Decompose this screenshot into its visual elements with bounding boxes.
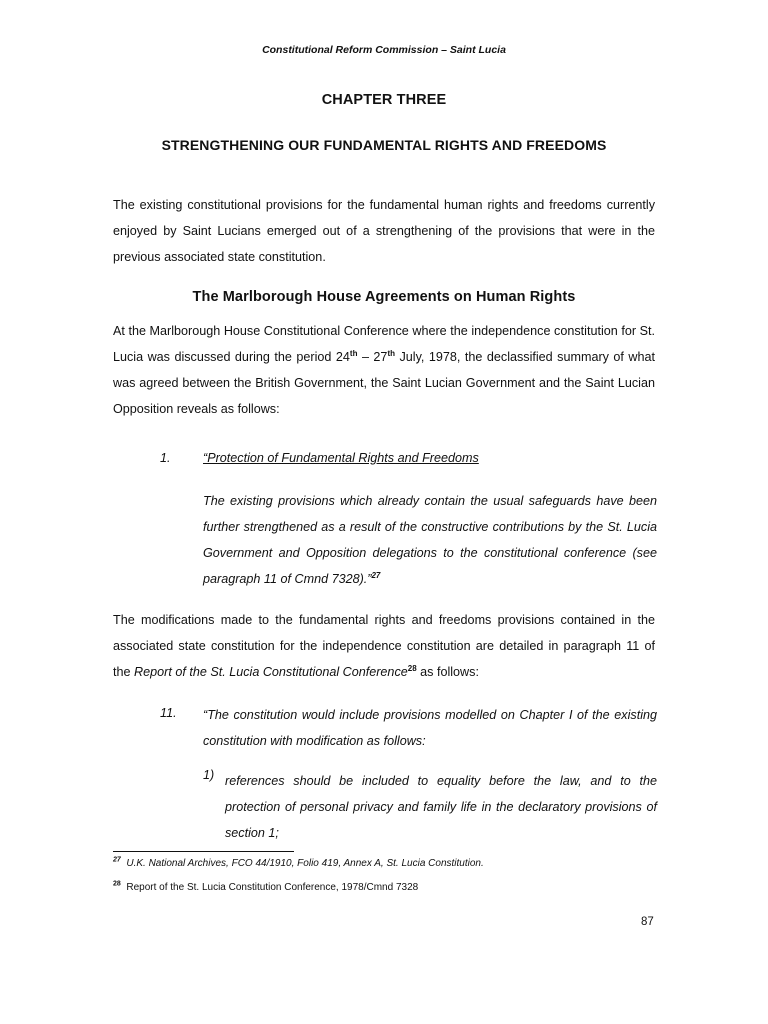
- footnote: [113, 881, 418, 895]
- block-quote: [203, 488, 657, 592]
- item-number: 1.: [160, 451, 171, 465]
- sub-item-number: 1): [203, 768, 215, 782]
- block-quote: “The constitution would include provisions modelled on Chapter I of the existing constitution with modification as follows:: [203, 708, 657, 748]
- conference-paragraph: [113, 318, 655, 422]
- modifications-text-b: as follows:: [416, 665, 479, 679]
- footnote-ref: 27: [371, 570, 381, 580]
- intro-paragraph: The existing constitutional provisions for the fundamental human rights and freedoms currently enjoyed by Saint Lucians emerged out of a strengthening of the provisions that were in the previous associated state constitution.: [113, 198, 655, 264]
- footnote-divider: [113, 851, 294, 852]
- conference-text-b: – 27: [357, 350, 388, 364]
- section-heading: The Marlborough House Agreements on Human Rights: [192, 289, 576, 305]
- chapter-label: CHAPTER THREE: [321, 92, 447, 108]
- chapter-title: STRENGTHENING OUR FUNDAMENTAL RIGHTS AND FREEDOMS: [161, 137, 607, 153]
- conference-text-c: July, 1978, the declassified summary of what was agreed between the British Government, the Saint Lucian Government and the Saint Lucian Opposition reveals as follows:: [113, 350, 655, 416]
- footnote: [113, 857, 484, 871]
- footnote-ref: 28: [407, 663, 417, 673]
- running-header: Constitutional Reform Commission – Saint Lucia: [262, 44, 506, 56]
- quote-text: The existing provisions which already contain the usual safeguards have been further strengthened as a result of the constructive contributions by the St. Lucia Government and Opposition delegations to the constitutional conference (see paragraph 11 of Cmnd 7328).”: [203, 494, 657, 586]
- superscript-th: th: [349, 348, 358, 358]
- footnote-number: 28: [113, 880, 121, 888]
- footnote-number: 27: [113, 856, 121, 864]
- conference-text-a: At the Marlborough House Constitutional Conference where the independence constitution for St. Lucia was discussed during the period 24: [113, 324, 655, 364]
- page-number: 87: [641, 916, 654, 928]
- modifications-text-a: The modifications made to the fundamental rights and freedoms provisions contained in the associated state constitution for the independence constitution are detailed in paragraph 11 of the: [113, 613, 655, 679]
- modifications-paragraph: [113, 607, 655, 685]
- footnote-text: U.K. National Archives, FCO 44/1910, Folio 419, Annex A, St. Lucia Constitution.: [126, 858, 484, 869]
- footnote-text: Report of the St. Lucia Constitution Conference, 1978/Cmnd 7328: [126, 882, 419, 893]
- sub-item-text: references should be included to equality before the law, and to the protection of personal privacy and family life in the declaratory provisions of section 1;: [225, 774, 657, 840]
- item-number: 11.: [160, 706, 177, 720]
- report-title: Report of the St. Lucia Constitutional Conference: [134, 665, 408, 679]
- item-heading: “Protection of Fundamental Rights and Freedoms: [203, 451, 479, 465]
- superscript-th: th: [387, 348, 395, 358]
